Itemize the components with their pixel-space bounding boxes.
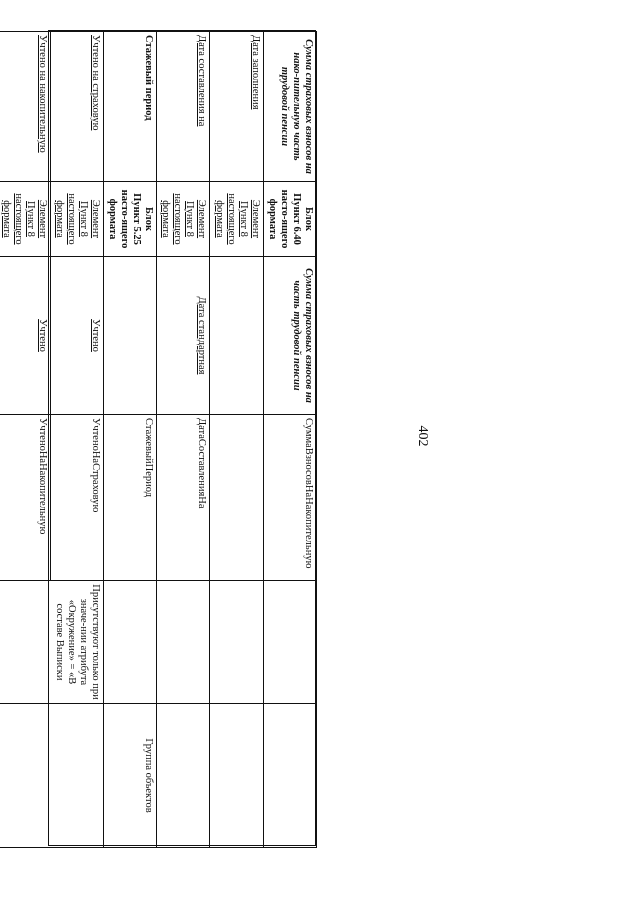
row-name-cell: Учтено на страховую	[50, 32, 103, 182]
row-element-type: Элемент	[36, 199, 48, 239]
row-type-cell	[210, 704, 263, 848]
row-element-ref: Пункт 8 настоящего формата	[160, 193, 196, 245]
row-element-ref: Пункт 8 настоящего формата	[213, 193, 249, 245]
row-parent-cell	[104, 257, 157, 415]
row-element-cell	[210, 182, 263, 257]
row-parent-cell: Учтено	[0, 257, 50, 415]
row-type-cell: Группа объектов	[104, 704, 157, 848]
row-tag-cell: УчтеноНаНакопительную	[0, 415, 50, 581]
row-note-cell: Присутствуют только при значе-нии атрибута «Окружение» = «В составе Выписки	[0, 581, 104, 704]
row-element-type: Элемент	[90, 199, 101, 239]
row-tag-cell	[210, 415, 263, 581]
header-name-cell: Сумма страховых взносов на нако-пительную часть трудовой пенсии	[263, 32, 316, 182]
row-tag-cell: УчтеноНаСтраховую	[50, 415, 103, 581]
row-name-cell: Учтено на накопительную	[0, 32, 50, 182]
row-parent-cell: Дата стандартная	[157, 257, 210, 415]
table-row-header	[263, 32, 316, 848]
header-parent-cell: Сумма страховых взносов на часть трудовой пенсии	[263, 257, 316, 415]
row-element-cell	[0, 182, 50, 257]
header-block-cell	[263, 182, 316, 257]
row-parent-cell	[210, 257, 263, 415]
header-type-cell	[263, 704, 316, 848]
table-row	[104, 32, 157, 848]
table-row	[50, 32, 103, 848]
row-tag-cell: ДатаСоставленияНа	[157, 415, 210, 581]
table-row	[157, 32, 210, 848]
row-element-ref: Пункт 8 настоящего формата	[53, 193, 89, 245]
row-element-cell	[104, 182, 157, 257]
header-tag-cell: СуммаВзносовНаНакопительную	[263, 415, 316, 581]
format-table	[0, 31, 317, 848]
page-number: 402	[415, 425, 430, 447]
row-element-cell	[50, 182, 103, 257]
table-row	[210, 32, 263, 848]
row-note-cell	[157, 581, 210, 704]
row-name-cell: Дата заполнения	[210, 32, 263, 182]
row-element-type: Элемент	[249, 199, 261, 239]
header-note-cell	[263, 581, 316, 704]
row-type-cell	[0, 704, 104, 848]
row-note-cell	[104, 581, 157, 704]
header-block-ref: Пункт 6.40 насто-ящего формата	[266, 189, 302, 249]
row-name-cell: Стажевый период	[104, 32, 157, 182]
row-type-cell	[157, 704, 210, 848]
row-element-cell	[157, 182, 210, 257]
row-parent-cell: Учтено	[50, 257, 103, 415]
row-tag-cell: СтажевыйПериод	[104, 415, 157, 581]
row-element-type: Элемент	[196, 199, 208, 239]
row-name-cell: Дата составления на	[157, 32, 210, 182]
row-element-type: Блок	[143, 207, 155, 231]
document-table-frame	[0, 30, 316, 846]
row-note-cell	[210, 581, 263, 704]
row-element-ref: Пункт 5.25 насто-ящего формата	[107, 189, 143, 249]
header-block-type: Блок	[303, 207, 314, 231]
row-element-ref: Пункт 8 настоящего формата	[0, 193, 36, 245]
